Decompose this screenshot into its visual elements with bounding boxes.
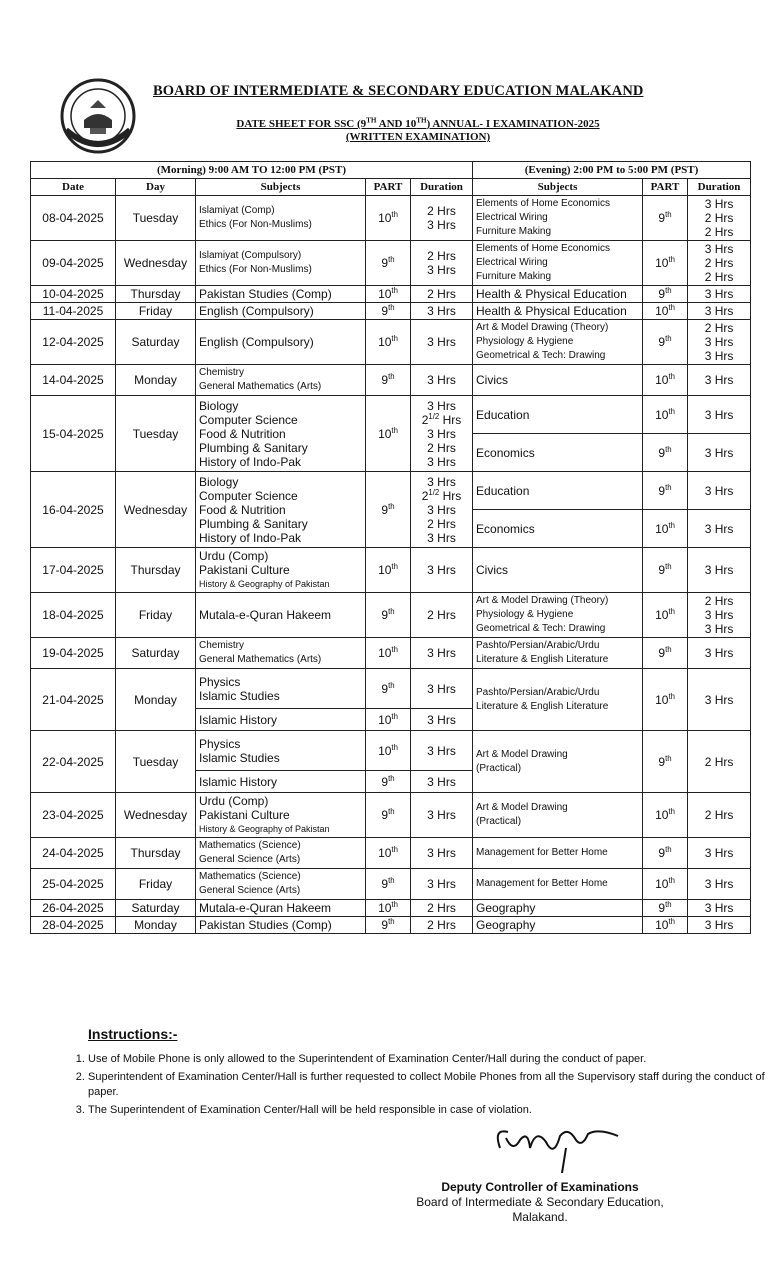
- evening-part: 9th: [643, 638, 688, 669]
- table-row: [31, 286, 751, 303]
- signatory-block: [390, 1180, 690, 1225]
- exam-day: Tuesday: [116, 196, 196, 241]
- evening-subjects: Health & Physical Education: [473, 303, 643, 320]
- morning-subjects: Urdu (Comp) Pakistani Culture History & Geography of Pakistan: [196, 793, 366, 838]
- exam-date: 17-04-2025: [31, 548, 116, 593]
- exam-date: 28-04-2025: [31, 917, 116, 934]
- exam-date: 25-04-2025: [31, 869, 116, 900]
- morning-duration: 3 Hrs $2^{1/2}$ Hrs 3 Hrs 2 Hrs 3 Hrs: [411, 472, 473, 548]
- morning-duration: 3 Hrs: [411, 793, 473, 838]
- exam-day: Thursday: [116, 286, 196, 303]
- evening-subjects: Economics: [473, 510, 643, 548]
- morning-part: 10th: [366, 731, 411, 771]
- evening-subjects: Management for Better Home: [473, 869, 643, 900]
- evening-part: 10th: [643, 669, 688, 731]
- evening-part: 9th: [643, 838, 688, 869]
- morning-part: 9th: [366, 771, 411, 793]
- morning-session-header: (Morning) 9:00 AM TO 12:00 PM (PST): [31, 162, 473, 179]
- table-row: [31, 303, 751, 320]
- evening-part: 9th: [643, 548, 688, 593]
- morning-duration: 2 Hrs: [411, 286, 473, 303]
- exam-day: Saturday: [116, 320, 196, 365]
- instructions-heading: Instructions:-: [88, 1026, 178, 1042]
- evening-subjects: Art & Model Drawing (Theory) Physiology & Hygiene Geometrical & Tech: Drawing: [473, 593, 643, 638]
- morning-part: 10th: [366, 838, 411, 869]
- evening-duration: 3 Hrs: [688, 472, 751, 510]
- evening-part: 10th: [643, 510, 688, 548]
- morning-part: 9th: [366, 593, 411, 638]
- exam-day: Thursday: [116, 838, 196, 869]
- exam-day: Friday: [116, 593, 196, 638]
- morning-part: 10th: [366, 638, 411, 669]
- morning-subjects: Biology Computer Science Food & Nutrition Plumbing & Sanitary History of Indo-Pak: [196, 396, 366, 472]
- column-header: Date: [31, 179, 116, 196]
- exam-day: Saturday: [116, 638, 196, 669]
- evening-duration: 3 Hrs: [688, 286, 751, 303]
- morning-duration: 2 Hrs 3 Hrs: [411, 196, 473, 241]
- morning-part: 10th: [366, 196, 411, 241]
- exam-day: Wednesday: [116, 472, 196, 548]
- evening-subjects: Pashto/Persian/Arabic/Urdu Literature & English Literature: [473, 669, 643, 731]
- exam-day: Monday: [116, 669, 196, 731]
- table-row: [31, 638, 751, 669]
- exam-date: 08-04-2025: [31, 196, 116, 241]
- exam-date: 16-04-2025: [31, 472, 116, 548]
- morning-duration: 3 Hrs: [411, 731, 473, 771]
- morning-duration: 3 Hrs: [411, 838, 473, 869]
- morning-subjects: Physics Islamic Studies: [196, 669, 366, 709]
- evening-subjects: Health & Physical Education: [473, 286, 643, 303]
- evening-duration: 2 Hrs 3 Hrs 3 Hrs: [688, 320, 751, 365]
- morning-part: 9th: [366, 793, 411, 838]
- evening-subjects: Elements of Home Economics Electrical Wiring Furniture Making: [473, 196, 643, 241]
- table-row: [31, 900, 751, 917]
- evening-duration: 3 Hrs 2 Hrs 2 Hrs: [688, 196, 751, 241]
- evening-session-header: (Evening) 2:00 PM to 5:00 PM (PST): [473, 162, 751, 179]
- exam-day: Tuesday: [116, 396, 196, 472]
- morning-part: 10th: [366, 320, 411, 365]
- evening-subjects: Economics: [473, 434, 643, 472]
- table-row: [31, 731, 751, 771]
- exam-date: 09-04-2025: [31, 241, 116, 286]
- table-row: [31, 593, 751, 638]
- morning-duration: 2 Hrs: [411, 593, 473, 638]
- morning-part: 9th: [366, 917, 411, 934]
- morning-subjects: English (Compulsory): [196, 303, 366, 320]
- exam-date: 15-04-2025: [31, 396, 116, 472]
- morning-duration: 3 Hrs: [411, 709, 473, 731]
- instruction-item: 2. Superintendent of Examination Center/Hall is further requested to collect Mobile Phones from all the Supervisory staff during the conduct of paper.: [88, 1070, 768, 1100]
- morning-subjects: Chemistry General Mathematics (Arts): [196, 638, 366, 669]
- evening-duration: 3 Hrs 2 Hrs 2 Hrs: [688, 241, 751, 286]
- table-row: [31, 241, 751, 286]
- instruction-item: 1. Use of Mobile Phone is only allowed to the Superintendent of Examination Center/Hall during the conduct of paper.: [88, 1052, 768, 1067]
- instruction-item: 3. The Superintendent of Examination Center/Hall will be held responsible in case of violation.: [88, 1103, 768, 1118]
- exam-date: 26-04-2025: [31, 900, 116, 917]
- exam-day: Saturday: [116, 900, 196, 917]
- evening-duration: 3 Hrs: [688, 396, 751, 434]
- morning-duration: 3 Hrs: [411, 869, 473, 900]
- morning-duration: 2 Hrs: [411, 900, 473, 917]
- morning-part: 10th: [366, 709, 411, 731]
- morning-duration: 3 Hrs: [411, 548, 473, 593]
- exam-day: Wednesday: [116, 793, 196, 838]
- signatory-org: Board of Intermediate & Secondary Education,: [416, 1195, 664, 1209]
- evening-duration: 3 Hrs: [688, 917, 751, 934]
- exam-date: 14-04-2025: [31, 365, 116, 396]
- column-header: Subjects: [473, 179, 643, 196]
- column-header: Day: [116, 179, 196, 196]
- evening-part: 9th: [643, 472, 688, 510]
- instructions-list: [60, 1052, 768, 1121]
- morning-subjects: Mathematics (Science) General Science (Arts): [196, 869, 366, 900]
- morning-subjects: Pakistan Studies (Comp): [196, 917, 366, 934]
- evening-duration: 3 Hrs: [688, 510, 751, 548]
- morning-duration: 3 Hrs $2^{1/2}$ Hrs 3 Hrs 2 Hrs 3 Hrs: [411, 396, 473, 472]
- evening-subjects: Education: [473, 472, 643, 510]
- evening-subjects: Education: [473, 396, 643, 434]
- morning-subjects: Islamiyat (Compulsory) Ethics (For Non-Muslims): [196, 241, 366, 286]
- evening-part: 10th: [643, 869, 688, 900]
- evening-subjects: Geography: [473, 900, 643, 917]
- date-sheet-table: [30, 161, 751, 934]
- morning-subjects: Mathematics (Science) General Science (Arts): [196, 838, 366, 869]
- evening-subjects: Art & Model Drawing (Practical): [473, 793, 643, 838]
- morning-duration: 2 Hrs: [411, 917, 473, 934]
- exam-day: Monday: [116, 917, 196, 934]
- morning-part: 9th: [366, 869, 411, 900]
- exam-day: Friday: [116, 869, 196, 900]
- evening-subjects: Elements of Home Economics Electrical Wiring Furniture Making: [473, 241, 643, 286]
- column-header: PART: [366, 179, 411, 196]
- morning-duration: 2 Hrs 3 Hrs: [411, 241, 473, 286]
- evening-duration: 3 Hrs: [688, 669, 751, 731]
- evening-subjects: Geography: [473, 917, 643, 934]
- evening-part: 10th: [643, 593, 688, 638]
- evening-duration: 3 Hrs: [688, 303, 751, 320]
- morning-subjects: Islamic History: [196, 709, 366, 731]
- evening-subjects: Art & Model Drawing (Theory) Physiology & Hygiene Geometrical & Tech: Drawing: [473, 320, 643, 365]
- evening-part: 9th: [643, 434, 688, 472]
- table-row: [31, 917, 751, 934]
- table-row: [31, 793, 751, 838]
- exam-day: Tuesday: [116, 731, 196, 793]
- evening-duration: 2 Hrs: [688, 731, 751, 793]
- exam-day: Monday: [116, 365, 196, 396]
- exam-date: 23-04-2025: [31, 793, 116, 838]
- evening-part: 9th: [643, 731, 688, 793]
- morning-subjects: Physics Islamic Studies: [196, 731, 366, 771]
- morning-part: 9th: [366, 303, 411, 320]
- table-row: [31, 196, 751, 241]
- board-seal-logo: [60, 78, 136, 154]
- morning-subjects: English (Compulsory): [196, 320, 366, 365]
- table-row: [31, 869, 751, 900]
- exam-date: 11-04-2025: [31, 303, 116, 320]
- column-header: Duration: [688, 179, 751, 196]
- signatory-designation: Deputy Controller of Examinations: [441, 1180, 639, 1194]
- evening-duration: 3 Hrs: [688, 869, 751, 900]
- morning-subjects: Pakistan Studies (Comp): [196, 286, 366, 303]
- exam-date: 24-04-2025: [31, 838, 116, 869]
- evening-subjects: Art & Model Drawing (Practical): [473, 731, 643, 793]
- evening-subjects: Civics: [473, 548, 643, 593]
- morning-duration: 3 Hrs: [411, 365, 473, 396]
- evening-part: 10th: [643, 303, 688, 320]
- evening-part: 10th: [643, 793, 688, 838]
- evening-duration: 3 Hrs: [688, 434, 751, 472]
- exam-date: 12-04-2025: [31, 320, 116, 365]
- morning-duration: 3 Hrs: [411, 320, 473, 365]
- evening-subjects: Pashto/Persian/Arabic/Urdu Literature & English Literature: [473, 638, 643, 669]
- exam-day: Friday: [116, 303, 196, 320]
- evening-part: 9th: [643, 196, 688, 241]
- exam-date: 21-04-2025: [31, 669, 116, 731]
- exam-day: Wednesday: [116, 241, 196, 286]
- morning-subjects: Islamiyat (Comp) Ethics (For Non-Muslims): [196, 196, 366, 241]
- evening-part: 10th: [643, 365, 688, 396]
- evening-duration: 3 Hrs: [688, 365, 751, 396]
- column-header: Duration: [411, 179, 473, 196]
- morning-part: 9th: [366, 365, 411, 396]
- evening-part: 9th: [643, 900, 688, 917]
- evening-part: 9th: [643, 286, 688, 303]
- evening-duration: 3 Hrs: [688, 548, 751, 593]
- board-title: BOARD OF INTERMEDIATE & SECONDARY EDUCATION MALAKAND: [153, 83, 644, 99]
- exam-date: 18-04-2025: [31, 593, 116, 638]
- date-sheet-title: DATE SHEET FOR SSC (9TH AND 10TH) ANNUAL- I EXAMINATION-2025 (WRITTEN EXAMINATION): [236, 116, 600, 143]
- evening-subjects: Civics: [473, 365, 643, 396]
- table-row: [31, 548, 751, 593]
- morning-part: 10th: [366, 286, 411, 303]
- evening-subjects: Management for Better Home: [473, 838, 643, 869]
- morning-part: 9th: [366, 472, 411, 548]
- table-row: [31, 669, 751, 709]
- signatory-place: Malakand.: [512, 1210, 568, 1224]
- exam-day: Thursday: [116, 548, 196, 593]
- signature: [488, 1118, 628, 1173]
- evening-duration: 3 Hrs: [688, 838, 751, 869]
- morning-subjects: Urdu (Comp) Pakistani Culture History & Geography of Pakistan: [196, 548, 366, 593]
- evening-part: 10th: [643, 241, 688, 286]
- table-row: [31, 396, 751, 434]
- exam-date: 10-04-2025: [31, 286, 116, 303]
- table-row: [31, 472, 751, 510]
- morning-duration: 3 Hrs: [411, 669, 473, 709]
- morning-part: 10th: [366, 900, 411, 917]
- morning-part: 10th: [366, 548, 411, 593]
- morning-subjects: Mutala-e-Quran Hakeem: [196, 900, 366, 917]
- morning-part: 10th: [366, 396, 411, 472]
- morning-part: 9th: [366, 669, 411, 709]
- column-header: Subjects: [196, 179, 366, 196]
- morning-subjects: Islamic History: [196, 771, 366, 793]
- evening-part: 10th: [643, 396, 688, 434]
- table-row: [31, 365, 751, 396]
- evening-part: 9th: [643, 320, 688, 365]
- morning-part: 9th: [366, 241, 411, 286]
- evening-duration: 2 Hrs: [688, 793, 751, 838]
- morning-duration: 3 Hrs: [411, 771, 473, 793]
- evening-duration: 3 Hrs: [688, 900, 751, 917]
- table-row: [31, 838, 751, 869]
- exam-date: 19-04-2025: [31, 638, 116, 669]
- morning-duration: 3 Hrs: [411, 303, 473, 320]
- evening-duration: 2 Hrs 3 Hrs 3 Hrs: [688, 593, 751, 638]
- table-row: [31, 320, 751, 365]
- morning-subjects: Biology Computer Science Food & Nutrition Plumbing & Sanitary History of Indo-Pak: [196, 472, 366, 548]
- morning-duration: 3 Hrs: [411, 638, 473, 669]
- morning-subjects: Chemistry General Mathematics (Arts): [196, 365, 366, 396]
- evening-duration: 3 Hrs: [688, 638, 751, 669]
- morning-subjects: Mutala-e-Quran Hakeem: [196, 593, 366, 638]
- evening-part: 10th: [643, 917, 688, 934]
- column-header: PART: [643, 179, 688, 196]
- exam-date: 22-04-2025: [31, 731, 116, 793]
